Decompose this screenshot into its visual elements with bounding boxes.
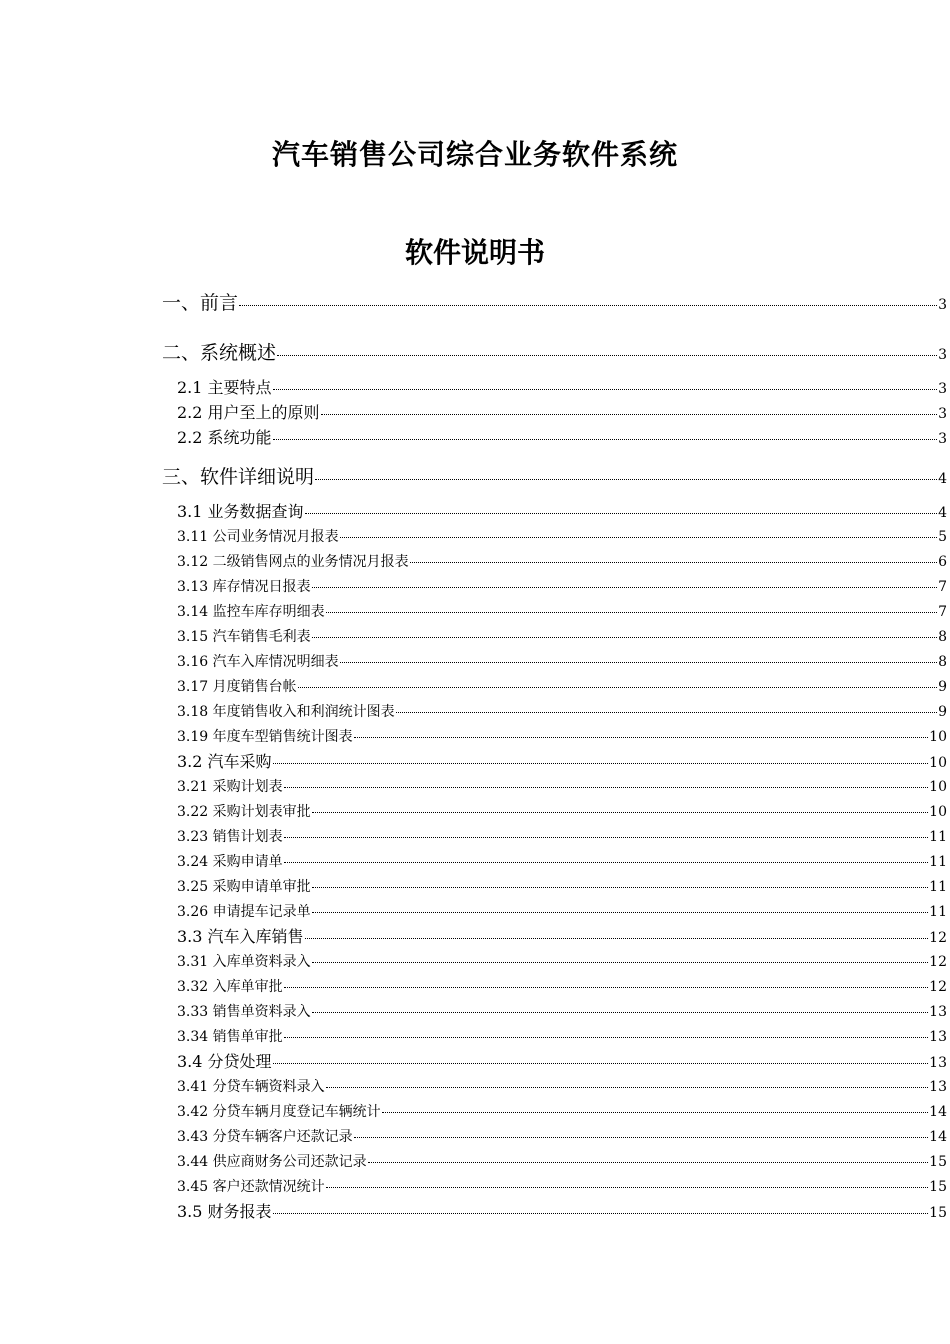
- toc-page-number: 12: [929, 979, 947, 995]
- toc-entry[interactable]: [177, 976, 947, 996]
- toc-dot-leader: [284, 787, 929, 788]
- toc-page-number: 15: [929, 1154, 947, 1170]
- toc-dot-leader: [273, 439, 938, 440]
- toc-page-number: 7: [938, 604, 947, 620]
- toc-entry[interactable]: [177, 876, 947, 896]
- toc-page-number: 4: [938, 471, 947, 487]
- toc-dot-leader: [312, 912, 929, 913]
- toc-entry[interactable]: [177, 1076, 947, 1096]
- toc-entry-label: 3.14 监控车库存明细表: [177, 604, 325, 620]
- toc-entry-label: 二、系统概述: [162, 342, 277, 364]
- toc-entry[interactable]: [177, 701, 947, 721]
- toc-entry[interactable]: [177, 776, 947, 796]
- toc-page-number: 8: [938, 654, 947, 670]
- toc-entry-label: 3.5 财务报表: [177, 1202, 272, 1221]
- toc-page-number: 5: [938, 529, 947, 545]
- toc-entry[interactable]: [177, 601, 947, 621]
- toc-entry[interactable]: [177, 901, 947, 921]
- toc-page-number: 14: [929, 1129, 947, 1145]
- toc-page-number: 10: [929, 779, 947, 795]
- document-subtitle: 软件说明书: [404, 236, 545, 269]
- toc-page-number: 10: [929, 729, 947, 745]
- toc-dot-leader: [273, 1063, 929, 1064]
- toc-dot-leader: [326, 1187, 929, 1188]
- toc-dot-leader: [273, 389, 938, 390]
- toc-entry[interactable]: [177, 726, 947, 746]
- toc-entry[interactable]: [162, 288, 947, 315]
- toc-entry-label: 3.23 销售计划表: [177, 829, 283, 845]
- toc-entry[interactable]: [177, 924, 947, 947]
- toc-dot-leader: [312, 587, 937, 588]
- toc-entry-label: 3.34 销售单审批: [177, 1029, 283, 1045]
- toc-entry-label: 3.12 二级销售网点的业务情况月报表: [177, 554, 409, 570]
- toc-entry-label: 3.26 申请提车记录单: [177, 904, 311, 920]
- toc-dot-leader: [284, 987, 929, 988]
- toc-page-number: 9: [938, 704, 947, 720]
- toc-entry-label: 3.22 采购计划表审批: [177, 804, 311, 820]
- toc-entry-label: 3.44 供应商财务公司还款记录: [177, 1154, 367, 1170]
- toc-dot-leader: [312, 812, 929, 813]
- toc-entry-label: 3.17 月度销售台帐: [177, 679, 297, 695]
- toc-dot-leader: [312, 637, 937, 638]
- toc-page-number: 13: [929, 1029, 947, 1045]
- toc-page-number: 12: [929, 954, 947, 970]
- toc-dot-leader: [284, 1037, 929, 1038]
- toc-page-number: 11: [929, 829, 947, 845]
- toc-entry[interactable]: [177, 375, 947, 398]
- toc-entry[interactable]: [177, 1151, 947, 1171]
- toc-entry-label: 3.25 采购申请单审批: [177, 879, 311, 895]
- toc-entry-label: 3.19 年度车型销售统计图表: [177, 729, 353, 745]
- toc-dot-leader: [284, 837, 929, 838]
- toc-entry[interactable]: [162, 462, 947, 489]
- toc-dot-leader: [368, 1162, 929, 1163]
- toc-dot-leader: [312, 887, 929, 888]
- toc-dot-leader: [315, 479, 937, 480]
- toc-entry[interactable]: [162, 338, 947, 365]
- toc-entry-label: 3.4 分贷处理: [177, 1052, 272, 1071]
- toc-entry[interactable]: [177, 826, 947, 846]
- toc-entry[interactable]: [177, 1001, 947, 1021]
- toc-entry-label: 2.2 系统功能: [177, 428, 272, 447]
- toc-entry[interactable]: [177, 551, 947, 571]
- toc-page-number: 13: [929, 1055, 947, 1071]
- toc-page-number: 11: [929, 879, 947, 895]
- toc-dot-leader: [340, 662, 937, 663]
- toc-dot-leader: [312, 1012, 929, 1013]
- toc-page-number: 15: [929, 1205, 947, 1221]
- toc-entry-label: 3.24 采购申请单: [177, 854, 283, 870]
- toc-entry-label: 3.1 业务数据查询: [177, 502, 304, 521]
- toc-entry[interactable]: [177, 576, 947, 596]
- toc-entry[interactable]: [177, 851, 947, 871]
- toc-dot-leader: [340, 537, 937, 538]
- toc-dot-leader: [284, 862, 929, 863]
- toc-entry[interactable]: [177, 1176, 947, 1196]
- toc-entry-label: 2.2 用户至上的原则: [177, 403, 320, 422]
- toc-entry[interactable]: [177, 749, 947, 772]
- toc-page-number: 6: [938, 554, 947, 570]
- toc-dot-leader: [354, 737, 929, 738]
- toc-entry-label: 一、前言: [162, 292, 239, 314]
- toc-page-number: 12: [929, 930, 947, 946]
- toc-page-number: 10: [929, 755, 947, 771]
- toc-page-number: 3: [938, 381, 947, 397]
- toc-entry[interactable]: [177, 1049, 947, 1072]
- toc-entry[interactable]: [177, 1026, 947, 1046]
- toc-entry[interactable]: [177, 400, 947, 423]
- toc-entry[interactable]: [177, 425, 947, 448]
- toc-entry-label: 2.1 主要特点: [177, 378, 272, 397]
- toc-page-number: 14: [929, 1104, 947, 1120]
- toc-entry-label: 3.21 采购计划表: [177, 779, 283, 795]
- toc-page-number: 10: [929, 804, 947, 820]
- toc-entry[interactable]: [177, 951, 947, 971]
- toc-entry-label: 3.2 汽车采购: [177, 752, 272, 771]
- toc-dot-leader: [396, 712, 937, 713]
- toc-dot-leader: [312, 962, 929, 963]
- toc-entry[interactable]: [177, 626, 947, 646]
- toc-entry[interactable]: [177, 1101, 947, 1121]
- toc-entry-label: 3.18 年度销售收入和利润统计图表: [177, 704, 395, 720]
- toc-entry-label: 3.11 公司业务情况月报表: [177, 529, 339, 545]
- toc-page-number: 11: [929, 904, 947, 920]
- toc-entry-label: 3.3 汽车入库销售: [177, 927, 304, 946]
- toc-dot-leader: [326, 1087, 929, 1088]
- toc-dot-leader: [354, 1137, 929, 1138]
- toc-page-number: 4: [938, 505, 947, 521]
- toc-dot-leader: [382, 1112, 929, 1113]
- toc-entry[interactable]: [177, 1199, 947, 1222]
- toc-page-number: 9: [938, 679, 947, 695]
- toc-page-number: 7: [938, 579, 947, 595]
- toc-page-number: 3: [938, 297, 947, 313]
- toc-page-number: 3: [938, 406, 947, 422]
- toc-entry[interactable]: [177, 676, 947, 696]
- document-title: 汽车销售公司综合业务软件系统: [271, 138, 678, 171]
- toc-dot-leader: [273, 1213, 929, 1214]
- toc-entry-label: 3.16 汽车入库情况明细表: [177, 654, 339, 670]
- toc-page-number: 13: [929, 1079, 947, 1095]
- toc-page-number: 3: [938, 347, 947, 363]
- toc-entry-label: 3.33 销售单资料录入: [177, 1004, 311, 1020]
- toc-entry-label: 3.42 分贷车辆月度登记车辆统计: [177, 1104, 381, 1120]
- toc-dot-leader: [305, 513, 938, 514]
- toc-entry[interactable]: [177, 801, 947, 821]
- toc-dot-leader: [305, 938, 929, 939]
- toc-dot-leader: [298, 687, 937, 688]
- toc-page-number: 8: [938, 629, 947, 645]
- toc-page-number: 15: [929, 1179, 947, 1195]
- toc-page-number: 3: [938, 431, 947, 447]
- toc-dot-leader: [410, 562, 937, 563]
- toc-entry-label: 3.13 库存情况日报表: [177, 579, 311, 595]
- toc-page-number: 13: [929, 1004, 947, 1020]
- toc-page-number: 11: [929, 854, 947, 870]
- toc-entry[interactable]: [177, 1126, 947, 1146]
- toc-dot-leader: [321, 414, 938, 415]
- toc-entry[interactable]: [177, 651, 947, 671]
- toc-entry[interactable]: [177, 526, 947, 546]
- toc-entry-label: 三、软件详细说明: [162, 466, 315, 488]
- toc-dot-leader: [277, 355, 937, 356]
- toc-entry-label: 3.41 分贷车辆资料录入: [177, 1079, 325, 1095]
- toc-entry[interactable]: [177, 499, 947, 522]
- toc-dot-leader: [326, 612, 937, 613]
- toc-entry-label: 3.32 入库单审批: [177, 979, 283, 995]
- toc-entry-label: 3.45 客户还款情况统计: [177, 1179, 325, 1195]
- toc-entry-label: 3.15 汽车销售毛利表: [177, 629, 311, 645]
- toc-dot-leader: [239, 305, 937, 306]
- toc-entry-label: 3.31 入库单资料录入: [177, 954, 311, 970]
- toc-entry-label: 3.43 分贷车辆客户还款记录: [177, 1129, 353, 1145]
- toc-dot-leader: [273, 763, 929, 764]
